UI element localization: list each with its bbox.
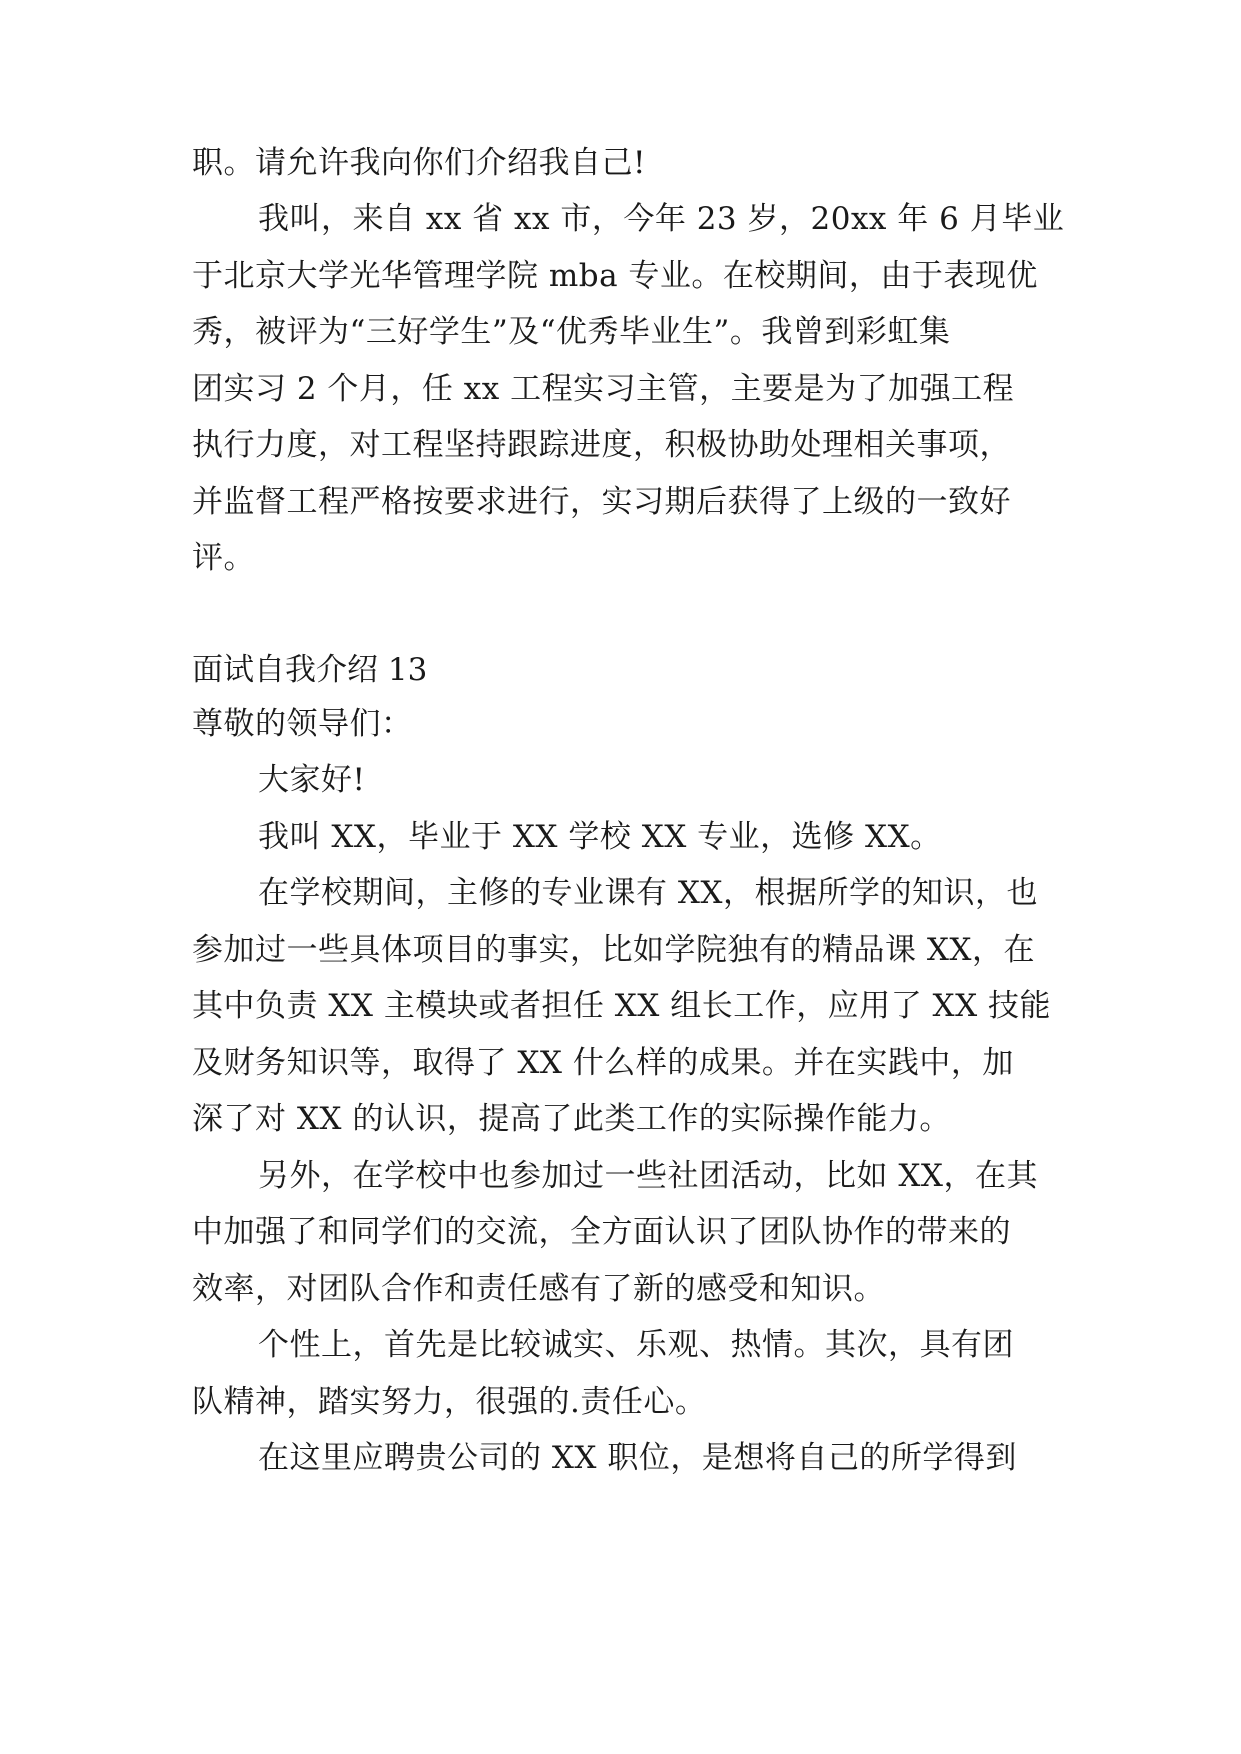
salutation: 尊敬的领导们： xyxy=(192,706,413,742)
paragraph-line: 执行力度，对工程坚持跟踪进度，积极协助处理相关事项， xyxy=(192,427,1011,463)
paragraph-line: 我叫 XX，毕业于 XX 学校 XX 专业，选修 XX。 xyxy=(258,819,942,855)
paragraph-line: 参加过一些具体项目的事实，比如学院独有的精品课 XX，在 xyxy=(192,932,1035,968)
paragraph-line: 在这里应聘贵公司的 XX 职位，是想将自己的所学得到 xyxy=(258,1440,1017,1476)
paragraph-line: 中加强了和同学们的交流，全方面认识了团队协作的带来的 xyxy=(192,1214,1011,1250)
paragraph-line: 深了对 XX 的认识，提高了此类工作的实际操作能力。 xyxy=(192,1101,951,1137)
paragraph-line: 在学校期间，主修的专业课有 XX，根据所学的知识，也 xyxy=(258,875,1038,911)
paragraph-line: 团实习 2 个月，任 xx 工程实习主管，主要是为了加强工程 xyxy=(192,371,1015,407)
paragraph-line: 及财务知识等，取得了 XX 什么样的成果。并在实践中，加 xyxy=(192,1045,1014,1081)
paragraph-line: 其中负责 XX 主模块或者担任 XX 组长工作，应用了 XX 技能 xyxy=(192,988,1052,1024)
paragraph-line: 个性上，首先是比较诚实、乐观、热情。其次，具有团 xyxy=(258,1327,1014,1363)
paragraph-line: 效率，对团队合作和责任感有了新的感受和知识。 xyxy=(192,1271,885,1307)
paragraph-line: 评。 xyxy=(192,540,255,576)
paragraph-line: 队精神，踏实努力，很强的.责任心。 xyxy=(192,1384,707,1420)
paragraph-line: 秀，被评为“三好学生”及“优秀毕业生”。我曾到彩虹集 xyxy=(192,314,951,350)
section-title: 面试自我介绍 13 xyxy=(192,652,428,688)
greeting: 大家好! xyxy=(258,762,366,798)
paragraph-line: 我叫，来自 xx 省 xx 市，今年 23 岁，20xx 年 6 月毕业 xyxy=(258,201,1065,237)
paragraph-line: 于北京大学光华管理学院 mba 专业。在校期间，由于表现优 xyxy=(192,258,1038,294)
text-line: 职。请允许我向你们介绍我自己! xyxy=(192,145,646,181)
paragraph-line: 另外，在学校中也参加过一些社团活动，比如 XX，在其 xyxy=(258,1158,1038,1194)
paragraph-line: 并监督工程严格按要求进行，实习期后获得了上级的一致好 xyxy=(192,484,1011,520)
